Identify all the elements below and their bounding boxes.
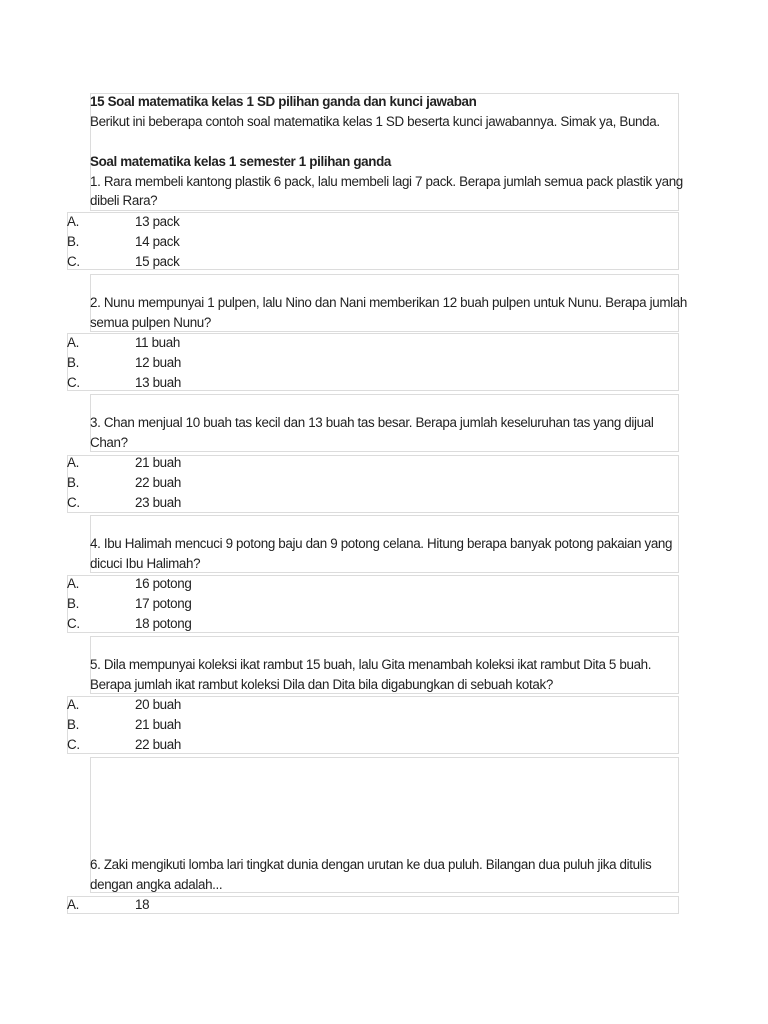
q5-option-a-text: 20 buah (135, 697, 181, 712)
question-6-text-cont: dengan angka adalah... (90, 877, 223, 892)
q1-option-b-text: 14 pack (135, 234, 180, 249)
q6-option-a-letter: A. (67, 897, 79, 912)
q4-option-a-text: 16 potong (135, 576, 192, 591)
document-title: 15 Soal matematika kelas 1 SD pilihan ganda dan kunci jawaban (90, 94, 477, 109)
q2-option-c-text: 13 buah (135, 375, 181, 390)
q1-option-a-text: 13 pack (135, 214, 180, 229)
q3-option-a-letter: A. (67, 455, 79, 470)
q3-option-b-letter: B. (67, 475, 79, 490)
question-2-text: 2. Nunu mempunyai 1 pulpen, lalu Nino dan Nani memberikan 12 buah pulpen untuk Nunu. Berapa jumlah (90, 295, 687, 310)
section-title: Soal matematika kelas 1 semester 1 pilihan ganda (90, 154, 392, 169)
question-5-text-cont: Berapa jumlah ikat rambut koleksi Dila dan Dita bila digabungkan di sebuah kotak? (90, 677, 553, 692)
q5-option-c-text: 22 buah (135, 737, 181, 752)
q4-option-c-text: 18 potong (135, 616, 192, 631)
q3-option-c-text: 23 buah (135, 495, 181, 510)
q2-option-b-text: 12 buah (135, 355, 181, 370)
question-3-text: 3. Chan menjual 10 buah tas kecil dan 13 buah tas besar. Berapa jumlah keseluruhan tas yang dijual (90, 415, 654, 430)
q4-option-a-letter: A. (67, 576, 79, 591)
q2-option-a-letter: A. (67, 335, 79, 350)
question-6-options-box (67, 896, 679, 914)
question-3-text-cont: Chan? (90, 435, 128, 450)
question-6-text: 6. Zaki mengikuti lomba lari tingkat dunia dengan urutan ke dua puluh. Bilangan dua puluh jika ditulis (90, 857, 652, 872)
question-1-text-cont: dibeli Rara? (90, 193, 158, 208)
q3-option-a-text: 21 buah (135, 455, 181, 470)
q5-option-b-text: 21 buah (135, 717, 181, 732)
question-1-text: 1. Rara membeli kantong plastik 6 pack, lalu membeli lagi 7 pack. Berapa jumlah semua pack plastik yang (90, 174, 683, 189)
q1-option-b-letter: B. (67, 234, 79, 249)
q2-option-b-letter: B. (67, 355, 79, 370)
q3-option-b-text: 22 buah (135, 475, 181, 490)
q4-option-b-text: 17 potong (135, 596, 192, 611)
q3-option-c-letter: C. (67, 495, 80, 510)
question-4-text-cont: dicuci Ibu Halimah? (90, 556, 201, 571)
q5-option-a-letter: A. (67, 697, 79, 712)
q5-option-c-letter: C. (67, 737, 80, 752)
question-4-text: 4. Ibu Halimah mencuci 9 potong baju dan 9 potong celana. Hitung berapa banyak potong pakaian yang (90, 536, 673, 551)
question-2-text-cont: semua pulpen Nunu? (90, 315, 212, 330)
q6-option-a-text: 18 (135, 897, 150, 912)
question-5-text: 5. Dila mempunyai koleksi ikat rambut 15 buah, lalu Gita menambah koleksi ikat rambut Dita 5 buah. (90, 657, 652, 672)
q1-option-c-text: 15 pack (135, 254, 180, 269)
q4-option-b-letter: B. (67, 596, 79, 611)
q1-option-c-letter: C. (67, 254, 80, 269)
q2-option-a-text: 11 buah (135, 335, 180, 350)
intro-text: Berikut ini beberapa contoh soal matematika kelas 1 SD beserta kunci jawabannya. Simak ya, Bunda. (90, 114, 660, 129)
q4-option-c-letter: C. (67, 616, 80, 631)
q2-option-c-letter: C. (67, 375, 80, 390)
q1-option-a-letter: A. (67, 214, 79, 229)
q5-option-b-letter: B. (67, 717, 79, 732)
